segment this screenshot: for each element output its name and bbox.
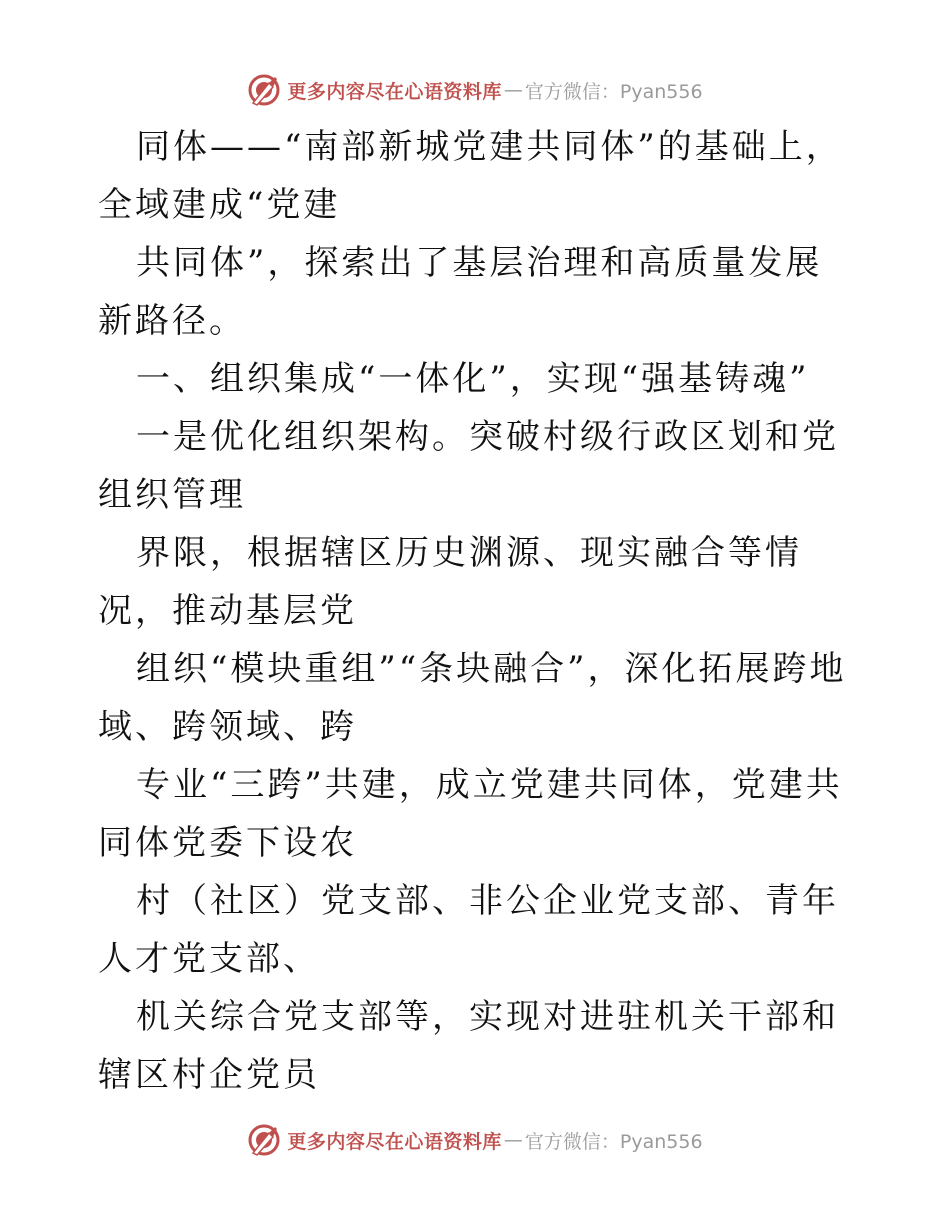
paragraph: 界限，根据辖区历史渊源、现实融合等情况，推动基层党 [98,533,802,631]
header-banner-dash: — [503,79,523,101]
footer-banner-wechat: 官方微信：Pyan556 [524,1130,703,1153]
header-banner-text: 更多内容尽在心语资料库 [287,80,502,103]
paragraph: 一、组织集成“一体化”，实现“强基铸魂” [136,359,810,399]
header-banner-wechat: 官方微信：Pyan556 [524,80,703,103]
paragraph: 机关综合党支部等，实现对进驻机关干部和辖区村企党员 [98,997,839,1095]
paragraph: 村（社区）党支部、非公企业党支部、青年人才党支部、 [98,881,839,979]
paragraph: 组织“模块重组”“条块融合”，深化拓展跨地域、跨领域、跨 [98,649,847,747]
paragraph: 专业“三跨”共建，成立党建共同体，党建共同体党委下设农 [98,765,843,863]
footer-banner-dash: — [503,1129,523,1151]
footer-banner-text: 更多内容尽在心语资料库 [287,1130,502,1153]
pen-logo-icon [247,73,281,107]
paragraph: 同体——“南部新城党建共同体”的基础上，全域建成“党建 [98,127,843,225]
footer-banner-inner [247,1123,702,1157]
pen-logo-icon [247,1123,281,1157]
document-body [98,118,858,1104]
header-banner [0,70,950,110]
paragraph: 一是优化组织架构。突破村级行政区划和党组织管理 [98,417,839,515]
paragraph: 共同体”，探索出了基层治理和高质量发展新路径。 [98,243,823,341]
footer-banner [0,1120,950,1160]
header-banner-inner [247,73,702,107]
